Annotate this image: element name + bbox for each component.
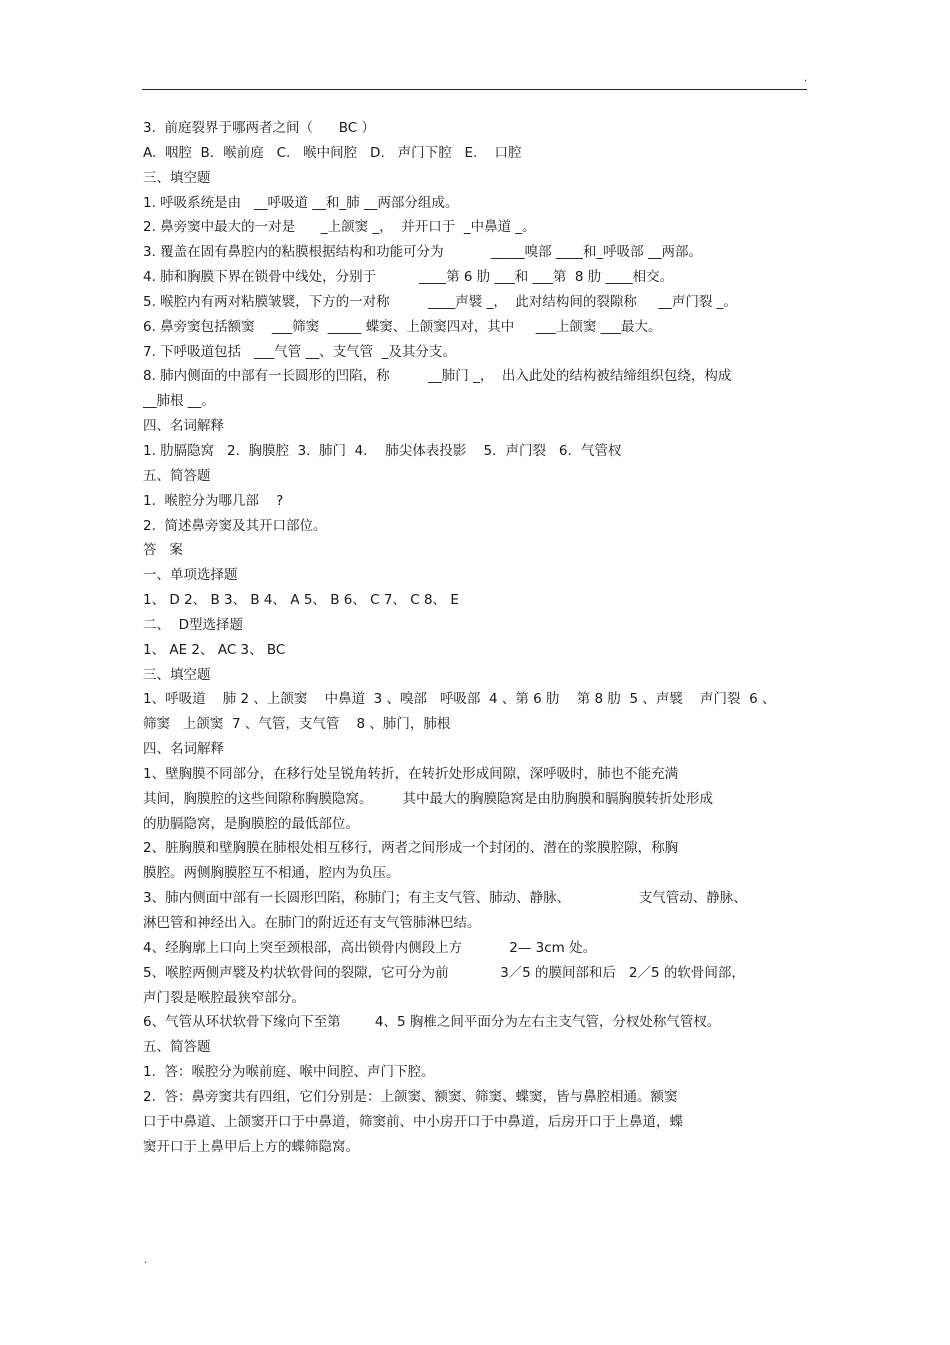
question-line: 3. 覆盖在固有鼻腔内的粘膜根据结构和功能可分为 _____嗅部 ____和_呼吸部 __两部。: [143, 244, 702, 261]
section-heading: 五、简答题: [143, 467, 211, 484]
question-line: __肺根 __。: [143, 393, 215, 410]
answer-line: 3、肺内侧面中部有一长圆形凹陷，称肺门；有主支气管、肺动、静脉、 支气管动、静脉、: [143, 890, 747, 907]
section-heading: 二、 D型选择题: [143, 616, 243, 633]
answer-line: 膜腔。两侧胸膜腔互不相通，腔内为负压。: [143, 865, 400, 882]
answer-line: 1、 D 2、 B 3、 B 4、 A 5、 B 6、 C 7、 C 8、 E: [143, 592, 459, 609]
page-bottom-mark: .: [144, 1255, 148, 1266]
answer-line: 2、脏胸膜和壁胸膜在肺根处相互移行，两者之间形成一个封闭的、潜在的浆膜腔隙，称胸: [143, 840, 679, 857]
answer-line: 2. 答：鼻旁窦共有四组，它们分别是：上颌窦、额窦、筛窦、蝶窦，皆与鼻腔相通。额窦: [143, 1088, 678, 1105]
question-line: 5. 喉腔内有两对粘膜皱襞，下方的一对称 ____声襞 _， 此对结构间的裂隙称 __声门裂 _。: [143, 293, 737, 310]
answer-line: 淋巴管和神经出入。在肺门的附近还有支气管肺淋巴结。: [143, 915, 481, 931]
section-heading: 五、简答题: [143, 1039, 211, 1056]
question-line: 1. 肋膈隐窝 2. 胸膜腔 3. 肺门 4． 肺尖体表投影 5．声门裂 6．气管杈: [143, 442, 622, 459]
document-body: [143, 116, 813, 1159]
question-line: 2. 简述鼻旁窦及其开口部位。: [143, 517, 327, 534]
question-line: 6. 鼻旁窦包括额窦 ___筛窦 _____ 蝶窦、上颌窦四对，其中 ___上颌窦 ___最大。: [143, 318, 662, 335]
question-line: 2. 鼻旁窦中最大的一对是 _上颌窦 _， 并开口于 _中鼻道 _。: [143, 219, 536, 236]
section-heading: 三、填空题: [143, 666, 211, 683]
answers-heading: 答 案: [143, 542, 183, 559]
answer-line: 口于中鼻道、上颌窦开口于中鼻道，筛窦前、中小房开口于中鼻道，后房开口于上鼻道，蝶: [143, 1113, 683, 1130]
question-line: 1. 呼吸系统是由 __呼吸道 __和_肺 __两部分组成。: [143, 194, 459, 211]
question-line: 8. 肺内侧面的中部有一长圆形的凹陷，称 __肺门 _， 出入此处的结构被结缔组织包绕，构成: [143, 368, 732, 385]
answer-line: 的肋膈隐窝，是胸膜腔的最低部位。: [143, 815, 359, 832]
answer-line: 5、喉腔两侧声襞及杓状软骨间的裂隙，它可分为前 3／5 的膜间部和后 2／5 的软骨间部，: [143, 964, 745, 981]
question-line: 7. 下呼吸道包括 ___气管 __、支气管 _及其分支。: [143, 343, 456, 360]
answer-line: 1、呼吸道 肺 2 、上颌窦 中鼻道 3 、嗅部 呼吸部 4 、第 6 肋 第 8 肋 5 、声襞 声门裂 6 、: [143, 691, 776, 708]
question-line: 3. 前庭裂界于哪两者之间（ BC ）: [143, 120, 375, 136]
answer-line: 筛窦 上颌窦 7 、气管，支气管 8 、肺门，肺根: [143, 716, 451, 733]
answer-line: 1. 答：喉腔分为喉前庭、喉中间腔、声门下腔。: [143, 1064, 435, 1081]
section-heading: 四、名词解释: [143, 418, 224, 435]
question-options: A. 咽腔 B．喉前庭 C. 喉中间腔 D. 声门下腔 E. 口腔: [143, 144, 522, 161]
section-heading: 一、单项选择题: [143, 567, 238, 584]
question-line: 4. 肺和胸膜下界在锁骨中线处，分别于 ____第 6 肋 ___和 ___第 8 肋 ____相交。: [143, 269, 674, 286]
answer-line: 声门裂是喉腔最狭窄部分。: [143, 989, 305, 1006]
answer-line: 其间，胸膜腔的这些间隙称胸膜隐窝。 其中最大的胸膜隐窝是由肋胸膜和膈胸膜转折处形成: [143, 790, 714, 807]
answer-line: 1、 AE 2、 AC 3、 BC: [143, 641, 286, 658]
answer-line: 窦开口于上鼻甲后上方的蝶筛隐窝。: [143, 1138, 359, 1155]
question-line: 1. 喉腔分为哪几部 ?: [143, 492, 284, 509]
header-rule: [142, 89, 807, 90]
section-heading: 四、名词解释: [143, 741, 224, 758]
answer-line: 6、气管从环状软骨下缘向下至第 4、5 胸椎之间平面分为左右主支气管，分杈处称气管杈。: [143, 1014, 721, 1031]
answer-line: 1、壁胸膜不同部分，在移行处呈锐角转折，在转折处形成间隙，深呼吸时，肺也不能充满: [143, 765, 679, 782]
answer-line: 4、经胸廓上口向上突至颈根部，高出锁骨内侧段上方 2— 3cm 处。: [143, 939, 597, 956]
page-top-mark: .: [804, 73, 808, 84]
section-heading: 三、填空题: [143, 169, 211, 186]
